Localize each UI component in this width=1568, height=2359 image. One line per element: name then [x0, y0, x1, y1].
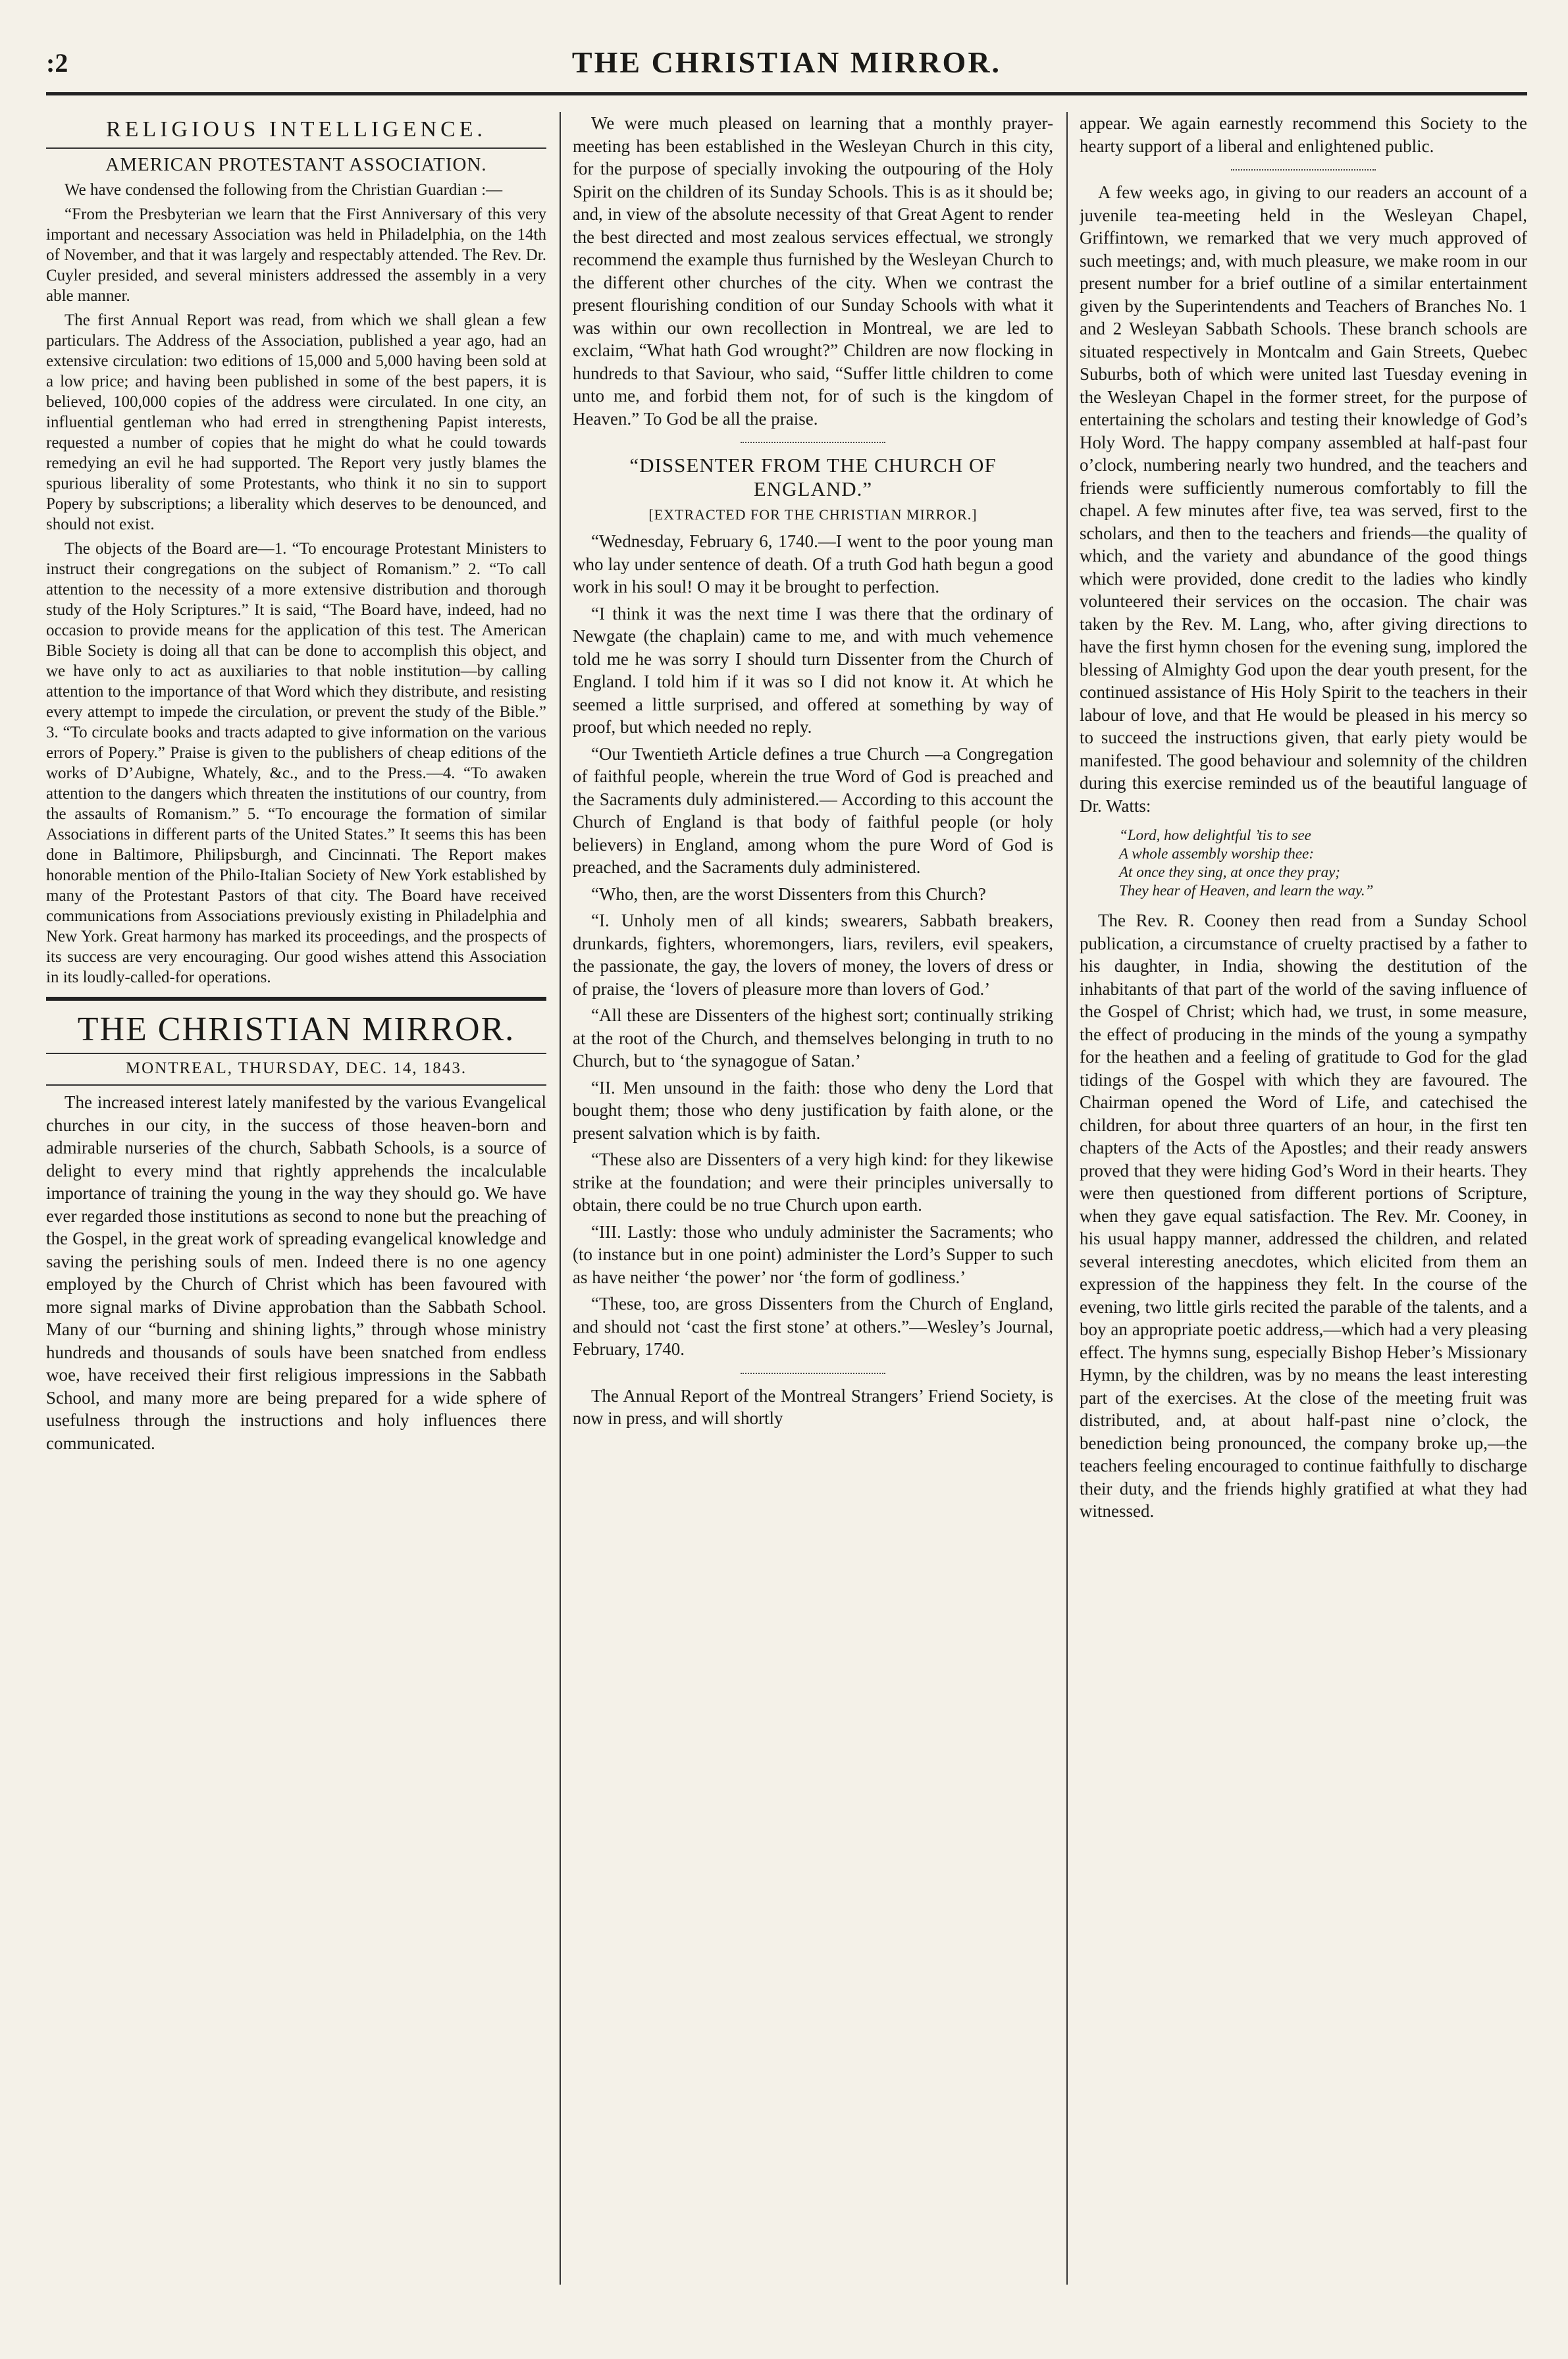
- ornamental-divider: [741, 1373, 885, 1374]
- article-paragraph: “All these are Dissenters of the highest sort; continually striking at the root of the Church, and themselves belonging in truth to no Church, but to ‘the synagogue of Satan.’: [573, 1005, 1053, 1071]
- dateline: MONTREAL, THURSDAY, DEC. 14, 1843.: [125, 1059, 467, 1077]
- ornamental-divider: [741, 442, 885, 443]
- article-paragraph: “Wednesday, February 6, 1740.—I went to the poor young man who lay under sentence of death. Of a truth God hath begun a good work in his soul! O may it be brought to perfection.: [573, 531, 1053, 596]
- column-3: [1080, 112, 1527, 2291]
- hymn-quote: [1119, 826, 1527, 900]
- article-paragraph: “From the Presbyterian we learn that the First Anniversary of this very important and necessary Association was held in Philadelphia, on the 14th of November, and that it was largely and respectably attended. The Rev. Dr. Cuyler presided, and several ministers addressed the assembly in a very able manner.: [46, 205, 546, 305]
- article-paragraph: “These, too, are gross Dissenters from the Church of England, and should not ‘cast the first stone’ at others.”—Wesley’s Journal, February, 1740.: [573, 1294, 1053, 1359]
- article-paragraph: The objects of the Board are—1. “To encourage Protestant Ministers to instruct their congregations on the subject of Romanism.” 2. “To call attention to the necessity of a more extensive distribution and thorough study of the Holy Scriptures.” It is said, “The Board have, indeed, had no occasion to provide means for the application of this test. The American Bible Society is doing all that can be done to accomplish this object, and we have only to act as auxiliaries to that noble institution—by calling attention to the importance of that Word which they distribute, and resisting every attempt to impede the circulation, or prevent the study of the Bible.” 3. “To circulate books and tracts adapted to give information on the various errors of Popery.” Praise is given to the publishers of cheap editions of the works of D’Aubigne, Whately, &c., and to the Press.—4. “To awaken attention to the dangers which threaten the institutions of our country, from the assaults of Romanism.” 5. “To encourage the formation of similar Associations in different parts of the United States.” It seems this has been done in Baltimore, Philipsburgh, and Cincinnati. The Report makes honorable mention of the Philo-Italian Society of New York established by many of the Protestant Pastors of that city. The Board have received communications from Associations previously existing in Philadelphia and New York. Great harmony has marked its proceedings, and the prospects of its success are very encouraging. Our good wishes attend this Association in its loudly-called-for operations.: [46, 540, 546, 986]
- poem-line: They hear of Heaven, and learn the way.”: [1119, 882, 1374, 899]
- article-paragraph: The first Annual Report was read, from which we shall glean a few particulars. The Address of the Association, published a year ago, had an extensive circulation: two editions of 15,000 and 5,000 having been sold at a low price; and having been published in some of the best papers, it is believed, 100,000 copies of the address were circulated. In one city, an influential gentleman who had erred in strengthening Papist interests, requested a number of copies that he might do what he could towards remedying an evil he had supported. The Report very justly blames the spurious liberality of some Protestants, who think it no sin to support Popery by subscriptions; a liberality which deserves to be denounced, and should not exist.: [46, 311, 546, 533]
- extract-note: [EXTRACTED FOR THE CHRISTIAN MIRROR.]: [648, 506, 978, 523]
- editorial-continuation: We were much pleased on learning that a monthly prayer-meeting has been established in the Wesleyan Church in this city, for the purpose of specially invoking the outpouring of the Holy Spirit on the children of its Sunday Schools. This is as it should be; and, in view of the absolute necessity of that Great Agent to render the best directed and most zealous services effectual, we strongly recommend the example thus furnished by the Wesleyan Church to the different other churches of the city. When we contrast the present flourishing condition of our Sunday Schools with what it was within our own recollection in Montreal, we are led to exclaim, “What hath God wrought?” Children are now flocking in hundreds to that Saviour, who said, “Suffer little children to come unto me, and forbid them not, for of such is the kingdom of Heaven.” To God be all the praise.: [573, 113, 1053, 429]
- article-paragraph: “These also are Dissenters of a very high kind: for they likewise strike at the foundation; and were their principles universally to obtain, there could be no true Church upon earth.: [573, 1150, 1053, 1215]
- newspaper-page: [46, 20, 1527, 2311]
- ornamental-divider: [1231, 169, 1376, 171]
- column-1: [46, 112, 546, 2291]
- poem-line: At once they sing, at once they pray;: [1119, 864, 1340, 880]
- divider: [46, 1084, 546, 1086]
- column-divider: [1066, 112, 1068, 2285]
- notice-paragraph: The Annual Report of the Montreal Strangers’ Friend Society, is now in press, and will shortly: [573, 1385, 1053, 1428]
- poem-line: A whole assembly worship thee:: [1119, 845, 1314, 862]
- divider: [46, 1053, 546, 1054]
- article-paragraph: The Rev. R. Cooney then read from a Sunday School publication, a circumstance of cruelty practised by a father to his daughter, in India, showing the destitution of the inhabitants of that part of the world of the saving influence of the Gospel of Christ; which had, we trust, in some measure, the effect of producing in the minds of the young a sympathy for the heathen and a feeling of gratitude to God for the glad tidings of the Gospel with which they are favoured. The Chairman opened the Word of Life, and catechised the children, for about three quarters of an hour, in the first ten chapters of the Acts of the Apostles; and their ready answers proved that they were hiding God’s Word in their hearts. They were then questioned from different portions of Scripture, when they gave equal satisfaction. The Rev. Mr. Cooney, in his usual happy manner, addressed the children, and related several interesting anecdotes, which elicited from them an expression of the happiness they felt. In the course of the evening, two little girls recited the parable of the talents, and a boy an appropriate poetic address,—which had a very pleasing effect. The hymns sung, especially Bishop Heber’s Missionary Hymn, by the children, was by no means the least interesting part of the exercises. At the close of the meeting fruit was distributed, and, at about half-past nine o’clock, the benediction being pronounced, the company broke up,—the teachers feeling encouraged to continue faithfully to discharge their duty, and the friends highly gratified at what they had witnessed.: [1080, 911, 1527, 1521]
- article-paragraph: “Who, then, are the worst Dissenters from this Church?: [591, 884, 986, 904]
- article-paragraph: “I. Unholy men of all kinds; swearers, Sabbath breakers, drunkards, fighters, whoremongers, liars, revilers, evil speakers, the passionate, the gay, the lovers of money, the lovers of dress or of praise, the ‘lovers of pleasure more than lovers of God.’: [573, 911, 1053, 999]
- column-2: [573, 112, 1053, 2291]
- article-paragraph: “II. Men unsound in the faith: those who deny the Lord that bought them; those who deny justification by faith alone, or the present salvation which is by faith.: [573, 1077, 1053, 1143]
- header-rule: [46, 92, 1527, 95]
- article-intro: We have condensed the following from the Christian Guardian :—: [65, 181, 503, 199]
- divider: [46, 997, 546, 1001]
- poem-line: “Lord, how delightful ’tis to see: [1119, 827, 1311, 843]
- article-body: [46, 180, 546, 988]
- article-heading: “DISSENTER FROM THE CHURCH OF ENGLAND.”: [629, 454, 997, 500]
- paper-title: THE CHRISTIAN MIRROR.: [77, 1011, 515, 1048]
- notice-continuation: appear. We again earnestly recommend this Society to the hearty support of a liberal and enlightened public.: [1080, 113, 1527, 156]
- column-divider: [560, 112, 561, 2285]
- article-paragraph: “III. Lastly: those who unduly administer the Sacraments; who (to instance but in one point) administer the Lord’s Supper to such as have neither ‘the power’ nor ‘the form of godliness.’: [573, 1221, 1053, 1287]
- running-masthead: THE CHRISTIAN MIRROR.: [571, 45, 1002, 79]
- page-header: [46, 20, 1527, 89]
- article-paragraph: A few weeks ago, in giving to our readers an account of a juvenile tea-meeting held in the Wesleyan Chapel, Griffintown, we remarked that we very much approved of such meetings; and, with much pleasure, we make room in our present number for a brief outline of a similar entertainment given by the Superintendents and Teachers of Branches No. 1 and 2 Wesleyan Sabbath Schools. These branch schools are situated respectively in Montcalm and Gain Streets, Quebec Suburbs, both of which were united last Tuesday evening in the Wesleyan Chapel in the former street, for the purpose of entertaining the scholars and testing their knowledge of God’s Holy Word. The happy company assembled at half-past four o’clock, numbering nearly two hundred, and the teachers and friends were sufficiently numerous comfortably to fill the chapel. A few minutes after five, tea was served, first to the scholars, and then to the teachers and friends—the quality of which, and the variety and abundance of the good things which were provided, done credit to the ladies who kindly volunteered their services on the occasion. The chair was taken by the Rev. M. Lang, who, after giving directions to have the first hymn chosen for the evening sung, implored the blessing of Almighty God upon the dear youth present, for the continued assistance of His Holy Spirit to the teachers in their labour of love, and that He would be pleased in his mercy so to succeed the instructions given, that early piety would be manifested. The good behaviour and solemnity of the children during this exercise reminded us of the beautiful language of Dr. Watts:: [1080, 182, 1527, 816]
- editorial-paragraph: The increased interest lately manifested by the various Evangelical churches in our city, in the success of those heaven-born and admirable nurseries of the church, Sabbath Schools, is a source of delight to every mind that rightly apprehends the incalculable importance of training the young in the way they should go. We have ever regarded those institutions as second to none but the preaching of the Gospel, in the great work of spreading evangelical knowledge and saving the perishing souls of men. Indeed there is no one agency employed by the Church of Christ which has been favoured with more signal marks of Divine approbation than the Sabbath School. Many of our “burning and shining lights,” through whose ministry hundreds and thousands of souls have been snatched from endless woe, have received their first religious impressions in the Sabbath School, and many more are being prepared for a wide sphere of usefulness through the instructions and holy influences there communicated.: [46, 1092, 546, 1453]
- divider: [46, 147, 546, 149]
- article-heading: AMERICAN PROTESTANT ASSOCIATION.: [105, 154, 487, 175]
- page-number: :2: [46, 48, 68, 78]
- article-paragraph: “I think it was the next time I was there that the ordinary of Newgate (the chaplain) came to me, and with much vehemence told me he was sorry I should turn Dissenter from the Church of England. I told him if it was so I did not know it. At which he seemed a little surprised, and offered at something by way of proof, but which needed no reply.: [573, 603, 1053, 737]
- article-paragraph: “Our Twentieth Article defines a true Church —a Congregation of faithful people, wherein the true Word of God is preached and the Sacraments duly administered.— According to this account the Church of England is that body of faithful people (or holy believers) in England, among whom the pure Word of God is preached, and the Sacraments duly administered.: [573, 743, 1053, 877]
- section-heading: RELIGIOUS INTELLIGENCE.: [105, 117, 487, 142]
